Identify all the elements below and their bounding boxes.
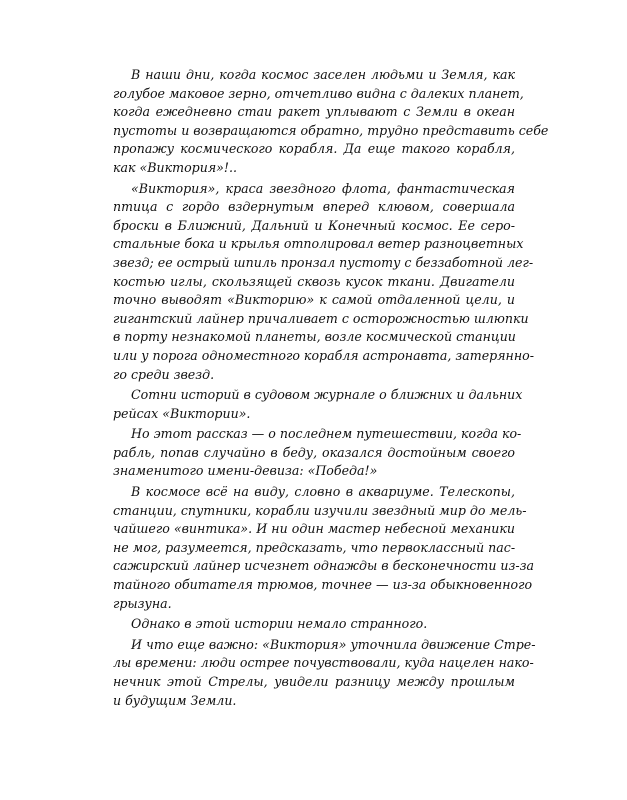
paragraph [113,180,534,385]
text-line: сажирский лайнер исчезнет однажды в бесконечности из-за [113,558,535,574]
text-line: костью иглы, скользящей сквозь кусок ткани. Двигатели [113,273,515,289]
text-line: и будущим Земли. [113,692,237,708]
text-line: В наши дни, когда космос заселен людьми и Земля, как [131,67,515,82]
text-line: пустоты и возвращаются обратно, трудно представить себе [113,122,549,138]
text-line: броски в Ближний, Дальний и Конечный космос. Ее серо- [113,217,515,233]
text-line: чайшего «винтика». И ни один мастер небесной механики [113,521,515,537]
text-line: пропажу космического корабля. Да еще такого корабля, [113,141,515,157]
text-line: станции, спутники, корабли изучили звездный мир до мель- [113,502,527,518]
text-line: рабль, попав случайно в беду, оказался достойным своего [113,444,515,460]
paragraph [113,425,522,481]
text-line: го среди звезд. [113,366,215,382]
text-line: когда ежедневно стаи ракет уплывают с Земли в океан [113,104,515,120]
text-line: знаменитого имени-девиза: «Победа!» [113,463,378,479]
text-line: гигантский лайнер причаливает с осторожностью шлюпки [113,310,529,326]
text-line: Однако в этой истории немало странного. [131,616,428,632]
text-line: Сотни историй в судовом журнале о ближних и дальних [131,387,523,403]
text-line: звезд; ее острый шпиль пронзал пустоту с беззаботной лег- [113,254,534,270]
text-line: лы времени: люди острее почувствовали, куда нацелен нако- [113,655,534,671]
paragraph [113,386,523,423]
text-line: голубое маковое зерно, отчетливо видна с далеких планет, [113,85,524,101]
paragraph [113,66,549,178]
text-line: Но этот рассказ — о последнем путешествии, когда ко- [131,426,522,442]
text-line: стальные бока и крылья отполировал ветер разноцветных [113,236,524,252]
text-block [113,66,549,710]
text-line: грызуна. [113,595,172,611]
text-line: «Виктория», краса звездного флота, фантастическая [131,180,515,196]
text-line: В космосе всё на виду, словно в аквариуме. Телескопы, [131,484,515,500]
text-line: нечник этой Стрелы, увидели разницу между прошлым [113,674,515,689]
text-line: тайного обитателя трюмов, точнее — из-за обыкновенного [113,577,533,593]
text-line: птица с гордо вздернутым вперед клювом, совершала [113,199,515,215]
paragraph [113,483,535,613]
text-line: точно выводят «Викторию» к самой отдаленной цели, и [113,292,515,308]
text-line: И что еще важно: «Виктория» уточнила движение Стре- [131,636,536,652]
paragraph [113,615,515,634]
text-line: в порту незнакомой планеты, возле космической станции [113,329,516,345]
text-line: рейсах «Виктории». [113,405,251,421]
text-line: или у порога одноместного корабля астронавта, затерянно- [113,347,534,363]
text-line: не мог, разумеется, предсказать, что первоклассный пас- [113,539,516,555]
text-line: как «Виктория»!.. [113,159,237,175]
paragraph [113,636,536,710]
